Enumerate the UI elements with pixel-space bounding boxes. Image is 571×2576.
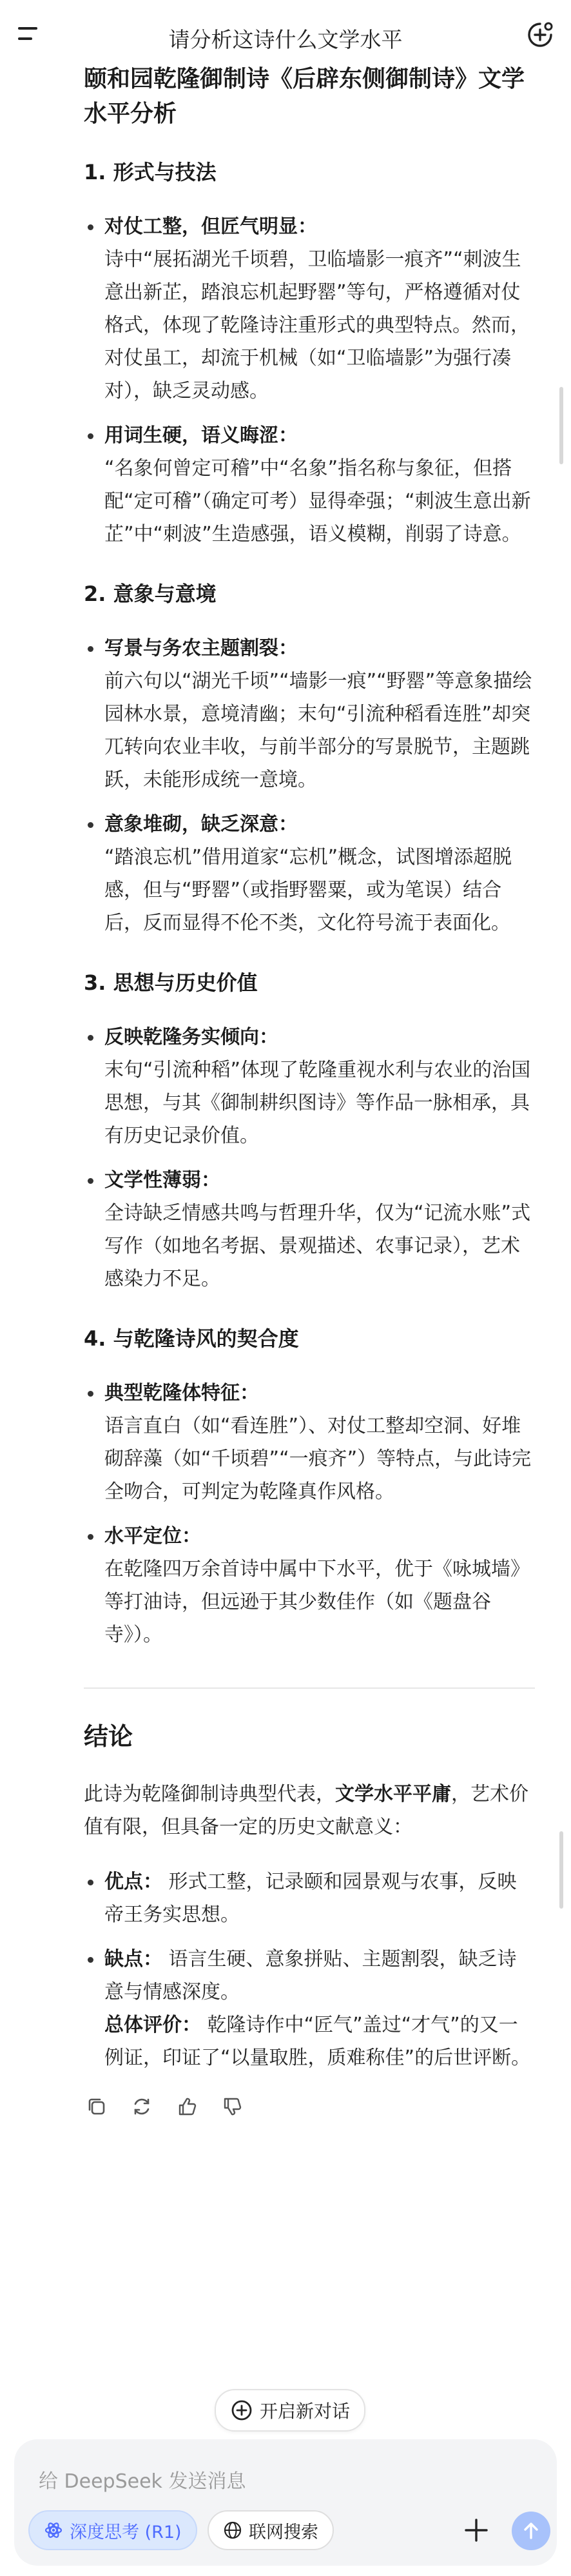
item-text: 全诗缺乏情感共鸣与哲理升华，仅为“记流水账”式写作（如地名考据、景观描述、农事记录），艺术感染力不足。 <box>104 1202 531 1290</box>
list-item <box>84 1021 535 1152</box>
item-label: 缺点： <box>104 1948 162 1971</box>
section-heading: 1. 形式与技法 <box>84 160 217 184</box>
send-button[interactable] <box>512 2512 550 2550</box>
new-conversation-button[interactable] <box>215 2389 365 2432</box>
scrollbar-thumb[interactable] <box>559 1831 563 1909</box>
conversation-title: 请分析这诗什么文学水平 <box>168 27 403 52</box>
conclusion-paragraph <box>84 1778 535 1844</box>
bullet-list <box>84 1021 535 1295</box>
thumbs-up-icon[interactable] <box>174 2094 200 2119</box>
item-label: 水平定位： <box>104 1525 201 1548</box>
list-item <box>84 1164 535 1295</box>
atom-icon <box>44 2521 63 2540</box>
item-label: 反映乾隆务实倾向： <box>104 1026 278 1048</box>
thumbs-down-icon[interactable] <box>219 2094 245 2119</box>
section-heading: 4. 与乾隆诗风的契合度 <box>84 1326 299 1351</box>
item-label: 用词生硬，语义晦涩： <box>104 424 298 447</box>
scrollbar-thumb[interactable] <box>559 387 563 464</box>
web-search-label: 联网搜索 <box>249 2522 318 2542</box>
conclusion-text-pre: 此诗为乾隆御制诗典型代表， <box>84 1783 335 1805</box>
item-label: 意象堆砌，缺乏深意： <box>104 813 298 836</box>
message-composer <box>14 2439 557 2566</box>
attach-plus-icon[interactable] <box>463 2517 490 2544</box>
item-text: 语言生硬、意象拼贴、主题割裂，缺乏诗意与情感深度。 <box>104 1948 517 2003</box>
item-text: 在乾隆四万余首诗中属中下水平，优于《咏城墙》等打油诗，但远逊于其少数佳作（如《题盘谷寺》）。 <box>104 1558 530 1646</box>
list-item <box>84 419 535 551</box>
list-item <box>84 1943 535 2074</box>
section-heading: 3. 思想与历史价值 <box>84 970 258 995</box>
list-item <box>84 1377 535 1508</box>
message-actions <box>84 2094 535 2119</box>
list-item <box>84 1520 535 1651</box>
list-item <box>84 1865 535 1931</box>
conclusion-text-post: ，艺术价值有限，但具备一定的历史文献意义： <box>84 1783 528 1838</box>
item-text: 前六句以“湖光千顷”“墙影一痕”“野罂”等意象描绘园林水景，意境清幽；末句“引流种稻看连胜”却突兀转向农业丰收，与前半部分的写景脱节，主题跳跃，未能形成统一意境。 <box>104 670 532 791</box>
arrow-up-icon <box>521 2521 541 2541</box>
regenerate-icon[interactable] <box>129 2094 155 2119</box>
item-label: 文学性薄弱： <box>104 1169 220 1192</box>
new-conversation-label: 开启新对话 <box>259 2401 350 2422</box>
item-label: 总体评价： <box>104 2014 201 2036</box>
deep-think-label: 深度思考 (R1) <box>70 2522 182 2542</box>
item-label: 对仗工整，但匠气明显： <box>104 215 317 238</box>
deep-think-toggle[interactable] <box>28 2510 197 2550</box>
item-text: 形式工整，记录颐和园景观与农事，反映帝王务实思想。 <box>104 1871 517 1926</box>
item-label: 优点： <box>104 1871 162 1893</box>
bullet-list <box>84 210 535 551</box>
item-text: 乾隆诗作中“匠气”盖过“才气”的又一例证，印证了“以量取胜，质难称佳”的后世评断。 <box>104 2014 531 2069</box>
list-item <box>84 808 535 939</box>
item-text: 诗中“展拓湖光千顷碧，卫临墙影一痕齐”“刺波生意出新芷，踏浪忘机起野罂”等句，严格遵循对仗格式，体现了乾隆诗注重形式的典型特点。然而，对仗虽工，却流于机械（如“卫临墙影”为强行凑对），缺乏灵动感。 <box>104 248 530 402</box>
web-search-toggle[interactable] <box>208 2510 334 2550</box>
globe-icon <box>223 2521 242 2540</box>
item-label: 写景与务农主题割裂： <box>104 637 298 660</box>
answer-title: 颐和园乾隆御制诗《后辟东侧御制诗》文学水平分析 <box>84 66 525 127</box>
item-text: 末句“引流种稻”体现了乾隆重视水利与农业的治国思想，与其《御制耕织图诗》等作品一脉相承，具有历史记录价值。 <box>104 1059 531 1147</box>
conclusion-text-bold: 文学水平平庸 <box>335 1783 451 1805</box>
top-bar <box>0 0 571 64</box>
bullet-list <box>84 632 535 939</box>
bullet-list <box>84 1377 535 1651</box>
answer-sections <box>84 156 535 1651</box>
assistant-message <box>84 58 535 2119</box>
item-text: 语言直白（如“看连胜”）、对仗工整却空洞、好堆砌辞藻（如“千顷碧”“一痕齐”）等特点，与此诗完全吻合，可判定为乾隆真作风格。 <box>104 1415 532 1503</box>
divider <box>84 1687 535 1689</box>
item-text: “踏浪忘机”借用道家“忘机”概念，试图增添超脱感，但与“野罂”（或指野罂粟，或为笔误）结合后，反而显得不伦不类，文化符号流于表面化。 <box>104 846 512 934</box>
copy-icon[interactable] <box>84 2094 110 2119</box>
new-chat-icon <box>230 2399 253 2422</box>
conclusion-list <box>84 1865 535 2074</box>
item-text: “名象何曾定可稽”中“名象”指名称与象征，但搭配“定可稽”（确定可考）显得牵强；“刺波生意出新芷”中“刺波”生造感强，语义模糊，削弱了诗意。 <box>104 457 531 546</box>
item-label: 典型乾隆体特征： <box>104 1382 259 1404</box>
message-input[interactable]: 给 DeepSeek 发送消息 <box>39 2470 246 2493</box>
list-item <box>84 632 535 796</box>
section-heading: 2. 意象与意境 <box>84 582 217 606</box>
new-chat-icon[interactable] <box>526 21 554 49</box>
list-item <box>84 210 535 408</box>
conclusion-heading: 结论 <box>84 1722 133 1751</box>
